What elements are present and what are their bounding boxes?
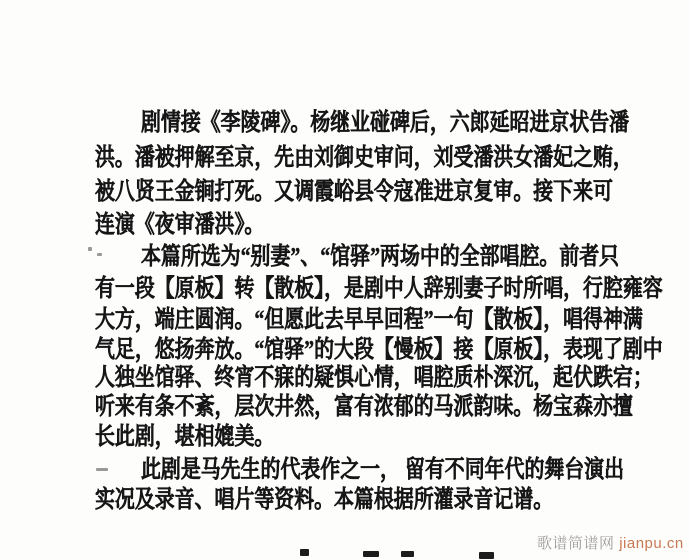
cutoff-glyph-fragment bbox=[479, 552, 494, 559]
text-line: 大方，端庄圆润。“但愿此去早早回程”一句【散板】，唱得神满 bbox=[95, 307, 643, 333]
scan-speck bbox=[97, 253, 102, 256]
watermark-site-name: 歌谱简谱网 bbox=[537, 535, 615, 552]
text-line: 剧情接《李陵碑》。杨继业碰碑后，六郎延昭进京状告潘 bbox=[141, 110, 630, 136]
cutoff-glyph-fragment bbox=[401, 551, 414, 557]
watermark bbox=[537, 532, 684, 553]
cutoff-glyph-fragment bbox=[300, 549, 309, 556]
scan-speck bbox=[96, 468, 108, 471]
text-line: 洪。潘被押解至京，先由刘御史审问，刘受潘洪女潘妃之贿， bbox=[95, 145, 633, 171]
text-line: 连演《夜审潘洪》。 bbox=[95, 212, 265, 238]
watermark-site-url: jianpu.cn bbox=[619, 535, 684, 552]
text-line: 长此剧，堪相媲美。 bbox=[95, 424, 275, 450]
cutoff-glyph-fragment bbox=[363, 551, 379, 557]
scan-speck bbox=[88, 247, 92, 251]
text-line: 人独坐馆驿、终宵不寐的疑惧心情，唱腔质朴深沉，起伏跌宕； bbox=[95, 365, 653, 391]
text-line: 此剧是马先生的代表作之一， 留有不同年代的舞台演出 bbox=[141, 457, 625, 483]
text-line: 有一段【原板】转【散板】，是剧中人辞别妻子时所唱，行腔雍容 bbox=[95, 276, 663, 302]
text-line: 实况及录音、唱片等资料。本篇根据所灌录音记谱。 bbox=[95, 487, 554, 513]
text-line: 听来有条不紊，层次井然，富有浓郁的马派韵味。杨宝森亦擅 bbox=[95, 394, 633, 420]
text-line: 被八贤王金锏打死。又调霞峪县令寇准进京复审。接下来可 bbox=[95, 179, 613, 205]
text-line: 本篇所选为“别妻”、“馆驿”两场中的全部唱腔。前者只 bbox=[141, 244, 620, 270]
text-line: 气足，悠扬奔放。“馆驿”的大段【慢板】接【原板】，表现了剧中 bbox=[95, 337, 663, 363]
